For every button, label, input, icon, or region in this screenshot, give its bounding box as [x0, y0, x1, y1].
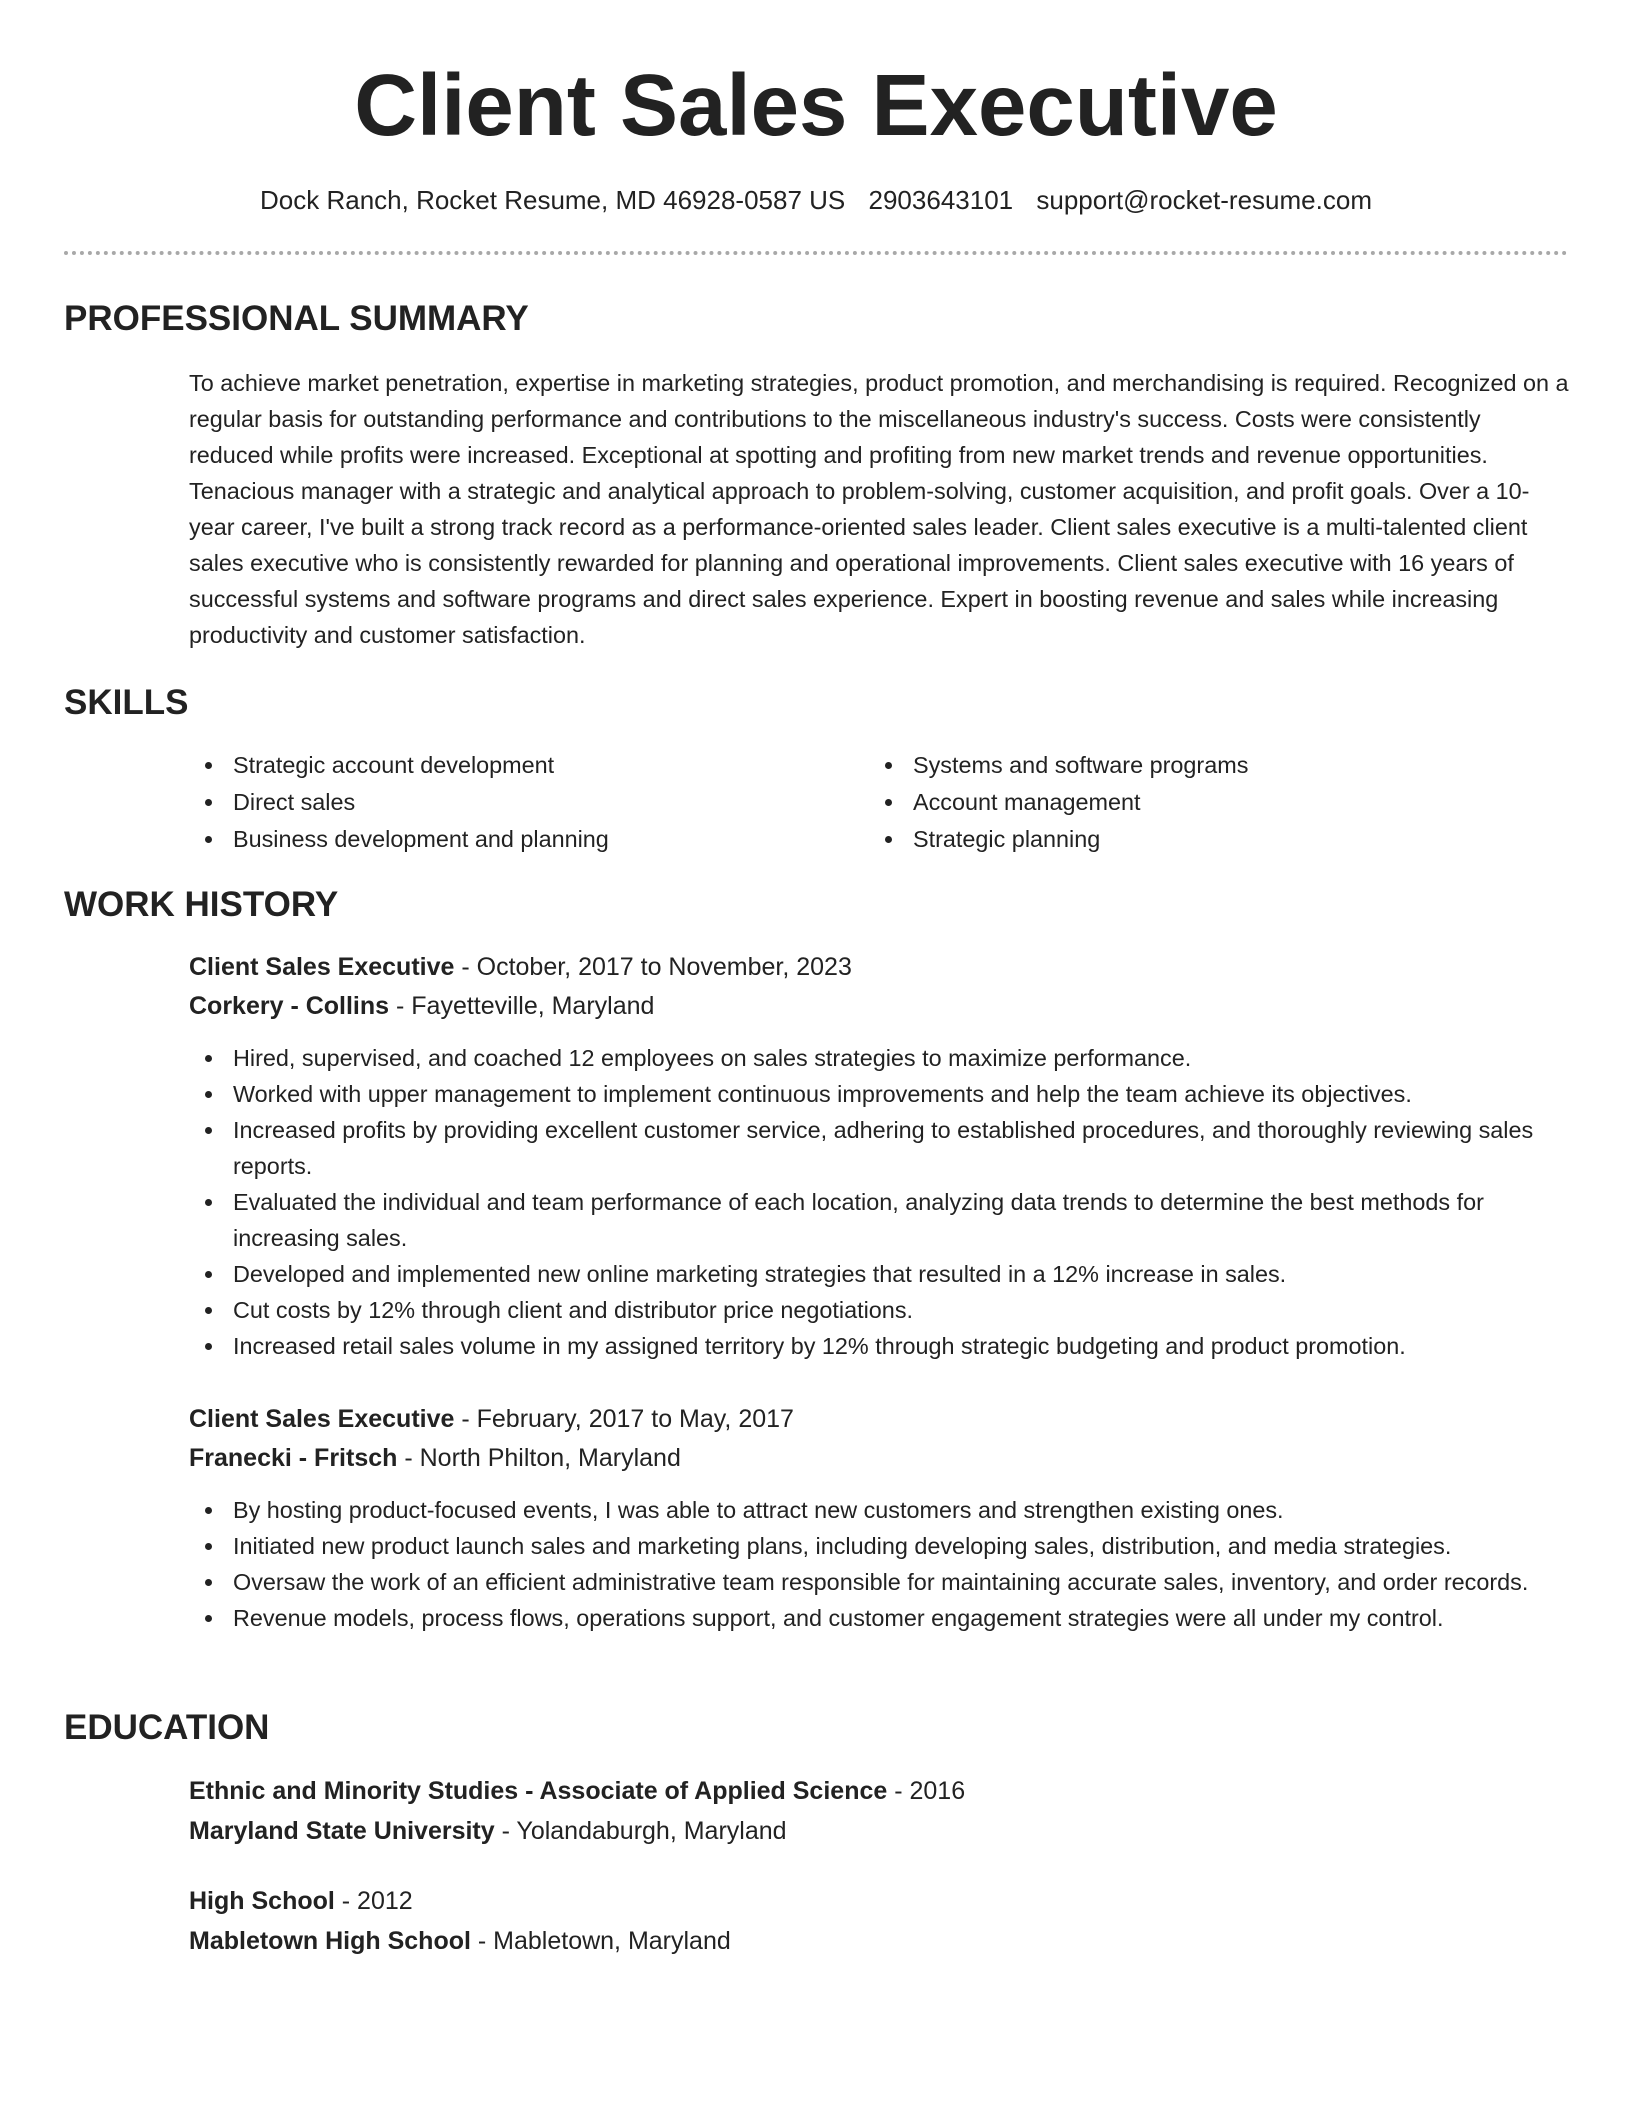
education-heading: EDUCATION [64, 1708, 270, 1747]
job-bullet: Developed and implemented new online marketing strategies that resulted in a 12% increase in sales. [189, 1256, 1569, 1292]
education-degree: Ethnic and Minority Studies - Associate of Applied Science [189, 1777, 888, 1805]
skills-column-left [189, 747, 869, 858]
work-heading: WORK HISTORY [64, 885, 339, 924]
education-year: - 2012 [334, 1887, 413, 1915]
job-bullet: By hosting product-focused events, I was able to attract new customers and strengthen existing ones. [189, 1492, 1569, 1528]
skill-item: Account management [869, 784, 1549, 821]
contact-email: support@rocket-resume.com [1036, 185, 1372, 215]
summary-text: To achieve market penetration, expertise in marketing strategies, product promotion, and merchandising is required. Recognized on a regular basis for outstanding performance and contributions to the miscellaneous industry's success. Costs were consistently reduced while profits were increased. Exceptional at spotting and profiting from new market trends and revenue opportunities. Tenacious manager with a strategic and analytical approach to problem-solving, customer acquisition, and profit goals. Over a 10-year career, I've built a strong track record as a performance-oriented sales leader. Client sales executive is a multi-talented client sales executive who is consistently rewarded for planning and operational improvements. Client sales executive with 16 years of successful systems and software programs and direct sales experience. Expert in boosting revenue and sales while increasing productivity and customer satisfaction. [189, 370, 1569, 648]
education-entry [189, 1881, 1569, 1961]
contact-address: Dock Ranch, Rocket Resume, MD 46928-0587 US [260, 185, 846, 215]
education-school: Maryland State University [189, 1817, 495, 1845]
job-bullets [189, 1492, 1569, 1636]
job-company: Franecki - Fritsch [189, 1444, 398, 1472]
job-dates: - October, 2017 to November, 2023 [454, 953, 852, 981]
job-title: Client Sales Executive [189, 1405, 455, 1433]
job-bullet: Oversaw the work of an efficient administrative team responsible for maintaining accurate sales, inventory, and order records. [189, 1564, 1569, 1600]
job-bullet: Evaluated the individual and team performance of each location, analyzing data trends to determine the best methods for increasing sales. [189, 1184, 1569, 1256]
education-location: - Mabletown, Maryland [470, 1927, 731, 1955]
skill-item: Strategic planning [869, 821, 1549, 858]
job-bullet: Hired, supervised, and coached 12 employees on sales strategies to maximize performance. [189, 1040, 1569, 1076]
skill-item: Strategic account development [189, 747, 869, 784]
education-school-line [189, 1921, 1569, 1961]
contact-line [0, 182, 1632, 218]
job-company: Corkery - Collins [189, 992, 390, 1020]
job-entry [189, 948, 1569, 1364]
job-bullet: Cut costs by 12% through client and distributor price negotiations. [189, 1292, 1569, 1328]
job-bullet: Revenue models, process flows, operations support, and customer engagement strategies were all under my control. [189, 1600, 1569, 1636]
education-degree: High School [189, 1887, 335, 1915]
header-divider [64, 251, 1568, 255]
education-entry [189, 1771, 1569, 1851]
skill-item: Systems and software programs [869, 747, 1549, 784]
job-title-line [189, 948, 1569, 987]
job-dates: - February, 2017 to May, 2017 [454, 1405, 794, 1433]
job-company-line [189, 1439, 1569, 1478]
job-bullets [189, 1040, 1569, 1364]
skill-item: Direct sales [189, 784, 869, 821]
job-company-line [189, 987, 1569, 1026]
job-bullet: Increased profits by providing excellent customer service, adhering to established procedures, and thoroughly reviewing sales reports. [189, 1112, 1569, 1184]
skill-item: Business development and planning [189, 821, 869, 858]
education-year: - 2016 [887, 1777, 966, 1805]
job-bullet: Worked with upper management to implement continuous improvements and help the team achieve its objectives. [189, 1076, 1569, 1112]
job-title-line [189, 1400, 1569, 1439]
job-location: - Fayetteville, Maryland [389, 992, 655, 1020]
education-location: - Yolandaburgh, Maryland [494, 1817, 787, 1845]
resume-name: Client Sales Executive [354, 57, 1278, 154]
education-school: Mabletown High School [189, 1927, 471, 1955]
job-entry [189, 1400, 1569, 1636]
job-bullet: Initiated new product launch sales and marketing plans, including developing sales, distribution, and media strategies. [189, 1528, 1569, 1564]
skills-column-right [869, 747, 1549, 858]
contact-phone: 2903643101 [868, 185, 1014, 215]
education-school-line [189, 1811, 1569, 1851]
job-bullet: Increased retail sales volume in my assigned territory by 12% through strategic budgeting and product promotion. [189, 1328, 1569, 1364]
summary-heading: PROFESSIONAL SUMMARY [64, 299, 529, 338]
job-title: Client Sales Executive [189, 953, 455, 981]
job-location: - North Philton, Maryland [397, 1444, 681, 1472]
education-degree-line [189, 1881, 1569, 1921]
skills-heading: SKILLS [64, 683, 189, 722]
education-degree-line [189, 1771, 1569, 1811]
skills-list [189, 747, 1569, 858]
